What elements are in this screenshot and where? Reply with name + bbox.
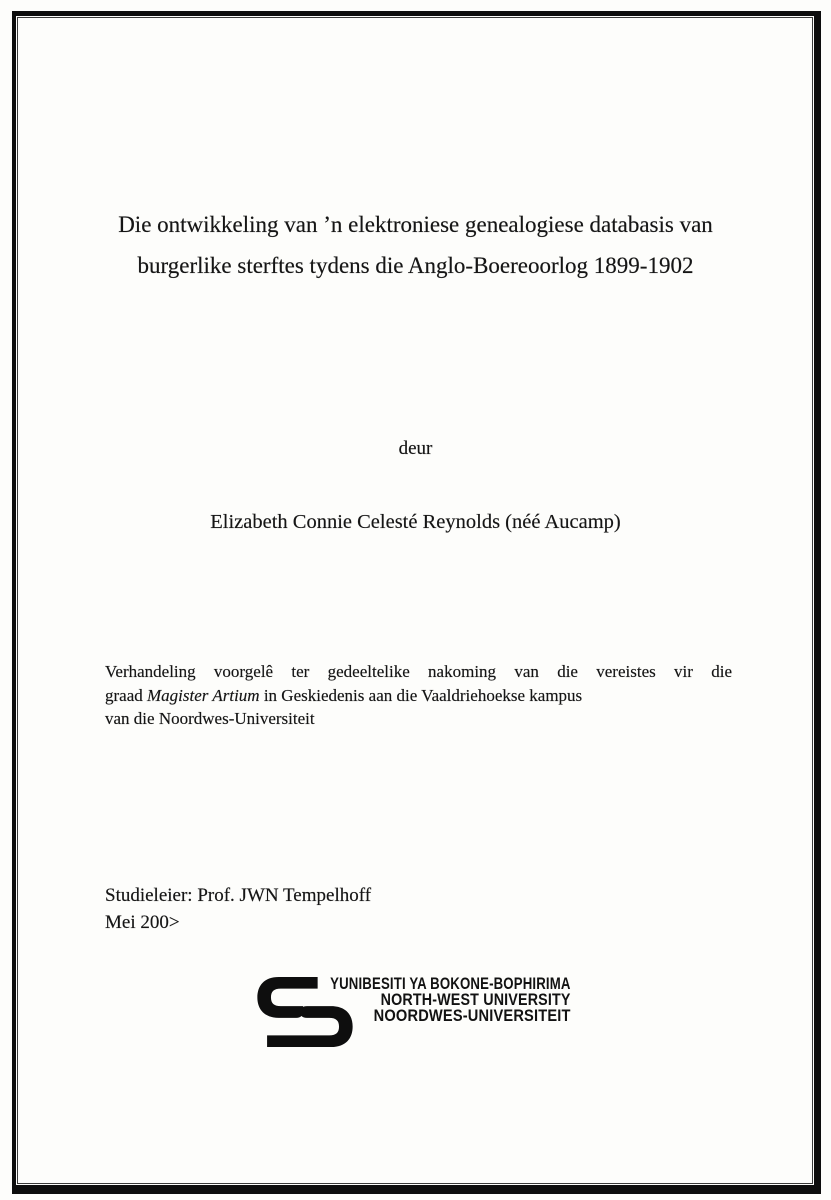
declaration-paragraph	[105, 660, 732, 731]
thesis-title	[60, 204, 771, 286]
author-name: Elizabeth Connie Celesté Reynolds (néé Aucamp)	[210, 511, 621, 533]
logo-line-setswana: YUNIBESITI YA BOKONE-BOPHIRIMA	[330, 975, 571, 993]
byline-deur: deur	[398, 438, 433, 459]
thesis-title-line-2: burgerlike sterftes tydens die Anglo-Boereoorlog 1899-1902	[137, 253, 694, 278]
university-logo	[256, 975, 576, 1055]
degree-name-italic: Magister Artium	[147, 685, 260, 705]
logo-line-english: NORTH-WEST UNIVERSITY	[381, 990, 571, 1010]
supervisor-block	[105, 882, 371, 936]
university-logo-wordmark	[270, 976, 571, 1025]
declaration-line-2	[105, 684, 732, 708]
declaration-line-3: van die Noordwes-Universiteit	[105, 709, 315, 728]
logo-line-afrikaans: NOORDWES-UNIVERSITEIT	[374, 1006, 571, 1026]
declaration-line-2-pre: graad	[105, 685, 148, 705]
thesis-title-line-1: Die ontwikkeling van ’n elektroniese genealogiese databasis van	[118, 212, 713, 237]
declaration-line-1: Verhandeling voorgelê ter gedeeltelike nakoming van die vereistes vir die	[105, 662, 732, 681]
date-line: Mei 200>	[105, 912, 180, 933]
declaration-line-2-post: in Geskiedenis aan die Vaaldriehoekse kampus	[259, 685, 583, 705]
supervisor-line: Studieleier: Prof. JWN Tempelhoff	[105, 885, 372, 906]
